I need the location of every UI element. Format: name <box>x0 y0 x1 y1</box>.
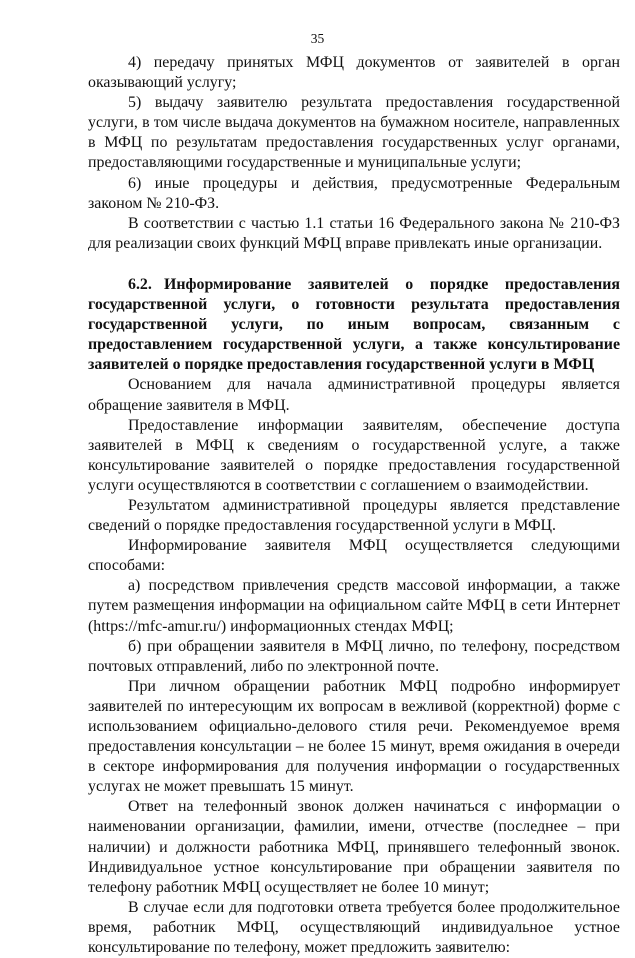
section-title: Информирование заявителей о порядке предоставления государственной услуги, о готовности результата предоставления государственной услуги, по иным вопросам, связанным с предоставлением государственной услуги, а также консультирование заявителей о порядке предоставления государственной услуги в МФЦ <box>88 275 620 374</box>
section-heading <box>88 275 620 375</box>
document-body <box>88 53 620 958</box>
section-number: 6.2. <box>128 275 152 293</box>
paragraph-result: Результатом административной процедуры является представление сведений о порядке предоставления государственной услуги в МФЦ. <box>88 496 620 535</box>
section-spacer <box>88 254 620 275</box>
paragraph-basis: Основанием для начала административной процедуры является обращение заявителя в МФЦ. <box>88 376 620 414</box>
paragraph-method-a: а) посредством привлечения средств массовой информации, а также путем размещения информации на официальном сайте МФЦ в сети Интернет (https://mfc-amur.ru/) информационных стендах МФЦ; <box>88 577 620 635</box>
paragraph-method-b: б) при обращении заявителя в МФЦ лично, по телефону, посредством почтовых отправлений, либо по электронной почте. <box>88 637 620 675</box>
paragraph-item-4: 4) передачу принятых МФЦ документов от заявителей в орган оказывающий услугу; <box>88 54 620 92</box>
paragraph-methods: Информирование заявителя МФЦ осуществляется следующими способами: <box>88 537 620 575</box>
paragraph-item-6: 6) иные процедуры и действия, предусмотренные Федеральным законом № 210-ФЗ. <box>88 174 620 212</box>
paragraph-phone-call: Ответ на телефонный звонок должен начинаться с информации о наименовании организации, фамилии, имени, отчестве (последнее – при наличии) и должности работника МФЦ, принявшего телефонный звонок. Индивидуальное устное консультирование при обращении заявителя по телефону работник МФЦ осуществляет не более 10 минут; <box>88 798 620 896</box>
paragraph-info-provision: Предоставление информации заявителям, обеспечение доступа заявителей в МФЦ к сведениям о государственной услуге, а также консультирование заявителей о порядке предоставления государственной услуги осуществляются в соответствии с соглашением о взаимодействии. <box>88 416 620 494</box>
page-number: 35 <box>310 31 325 46</box>
paragraph-item-5: 5) выдачу заявителю результата предоставления государственной услуги, в том числе выдача документов на бумажном носителе, направленных в МФЦ по результатам предоставления государственных услуг органами, предоставляющими государственные и муниципальные услуги; <box>88 94 620 172</box>
paragraph-personal-visit: При личном обращении работник МФЦ подробно информирует заявителей по интересующим их вопросам в вежливой (корректной) форме с использованием официально-делового стиля речи. Рекомендуемое время предоставления консультации – не более 15 минут, время ожидания в очереди в секторе информирования для получения информации о государственных услугах не может превышать 15 минут. <box>88 677 620 796</box>
paragraph-longer-answer: В случае если для подготовки ответа требуется более продолжительное время, работник МФЦ, осуществляющий индивидуальное устное консультирование по телефону, может предложить заявителю: <box>88 898 620 957</box>
paragraph-mfc-organizations: В соответствии с частью 1.1 статьи 16 Федерального закона № 210-ФЗ для реализации своих функций МФЦ вправе привлекать иные организации. <box>88 214 620 252</box>
